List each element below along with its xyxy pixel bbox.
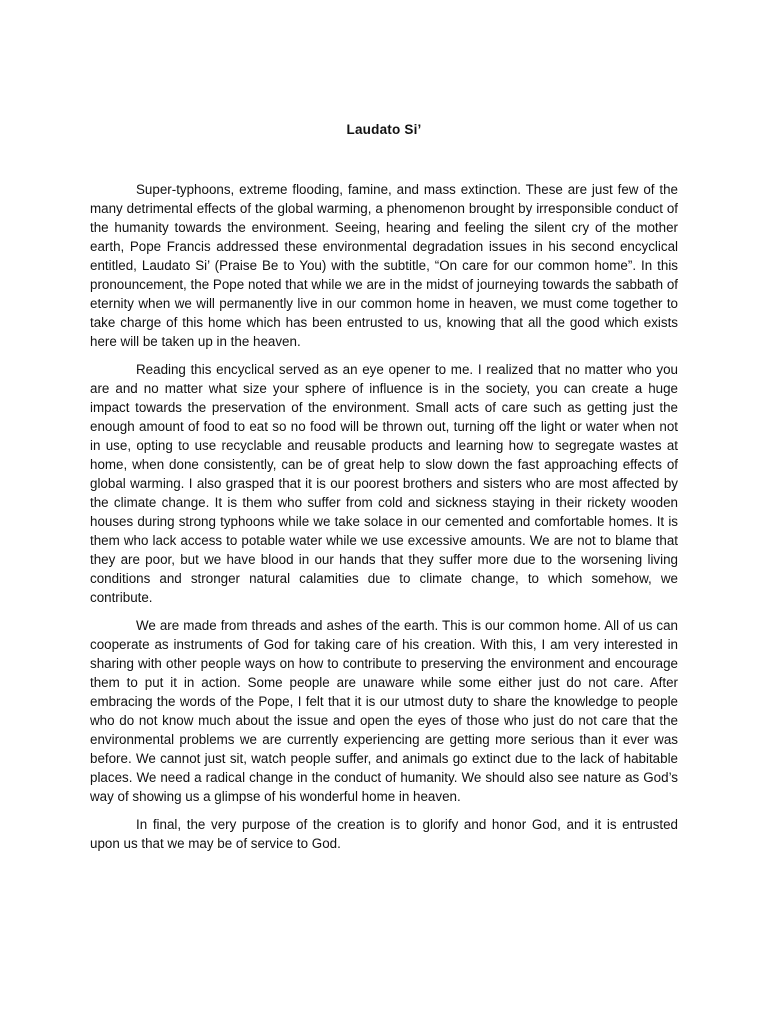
paragraph-3: We are made from threads and ashes of the earth. This is our common home. All of us can cooperate as instruments of God for taking care of his creation. With this, I am very interested in sharing with other people ways on how to contribute to preserving the environment and encourage them to put it in action. Some people are unaware while some either just do not care. After embracing the words of the Pope, I felt that it is our utmost duty to share the knowledge to people who do not know much about the issue and open the eyes of those who just do not care that the environmental problems we are currently experiencing are getting more serious than it ever was before. We cannot just sit, watch people suffer, and animals go extinct due to the lack of habitable places. We need a radical change in the conduct of humanity. We should also see nature as God’s way of showing us a glimpse of his wonderful home in heaven.	[90, 618, 678, 804]
document-body	[90, 180, 678, 862]
paragraph-1: Super-typhoons, extreme flooding, famine, and mass extinction. These are just few of the many detrimental effects of the global warming, a phenomenon brought by irresponsible conduct of the humanity towards the environment. Seeing, hearing and feeling the silent cry of the mother earth, Pope Francis addressed these environmental degradation issues in his second encyclical entitled, Laudato Si’ (Praise Be to You) with the subtitle, “On care for our common home”. In this pronouncement, the Pope noted that while we are in the midst of journeying towards the sabbath of eternity when we will permanently live in our common home in heaven, we must come together to take charge of this home which has been entrusted to us, knowing that all the good which exists here will be taken up in the heaven.	[90, 182, 678, 349]
document-title: Laudato Si’	[346, 122, 422, 137]
paragraph-4: In final, the very purpose of the creation is to glorify and honor God, and it is entrusted upon us that we may be of service to God.	[90, 817, 678, 851]
paragraph-2: Reading this encyclical served as an eye opener to me. I realized that no matter who you are and no matter what size your sphere of influence is in the society, you can create a huge impact towards the preservation of the environment. Small acts of care such as getting just the enough amount of food to eat so no food will be thrown out, turning off the light or water when not in use, opting to use recyclable and reusable products and learning how to segregate wastes at home, when done consistently, can be of great help to slow down the fast approaching effects of global warming. I also grasped that it is our poorest brothers and sisters who are most affected by the climate change. It is them who suffer from cold and sickness staying in their rickety wooden houses during strong typhoons while we take solace in our cemented and comfortable homes. It is them who lack access to potable water while we use excessive amounts. We are not to blame that they are poor, but we have blood in our hands that they suffer more due to the worsening living conditions and stronger natural calamities due to climate change, to which somehow, we contribute.	[90, 362, 678, 605]
